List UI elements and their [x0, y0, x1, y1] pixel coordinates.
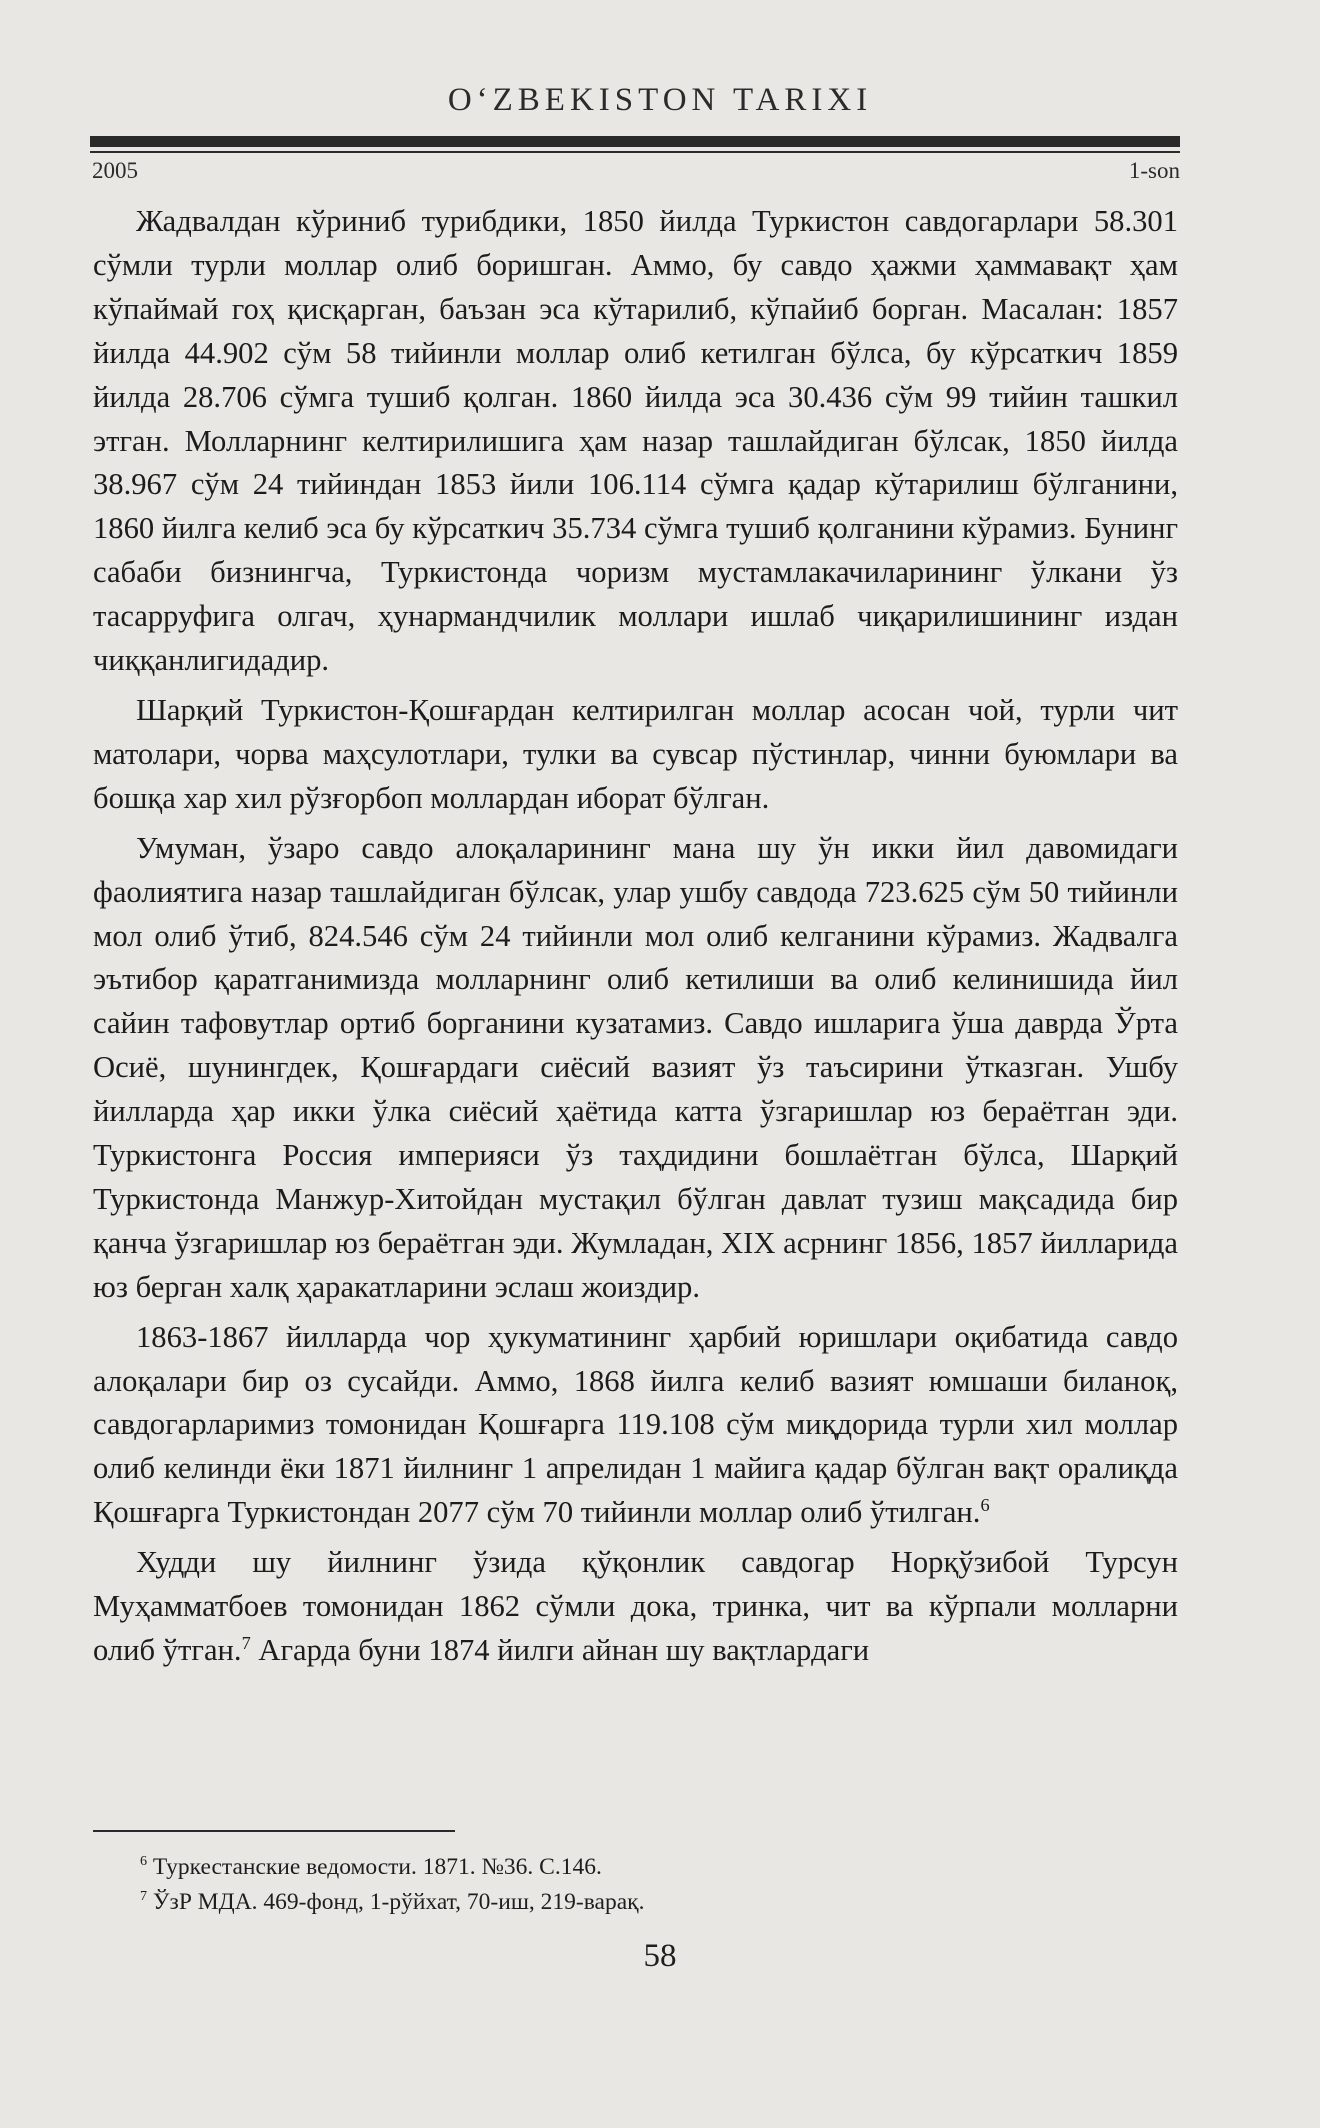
footnote-separator — [93, 1830, 455, 1832]
footnote-text: ЎзР МДА. 469-фонд, 1-рўйхат, 70-иш, 219-варақ. — [152, 1889, 645, 1915]
paragraph-5 — [93, 1541, 1178, 1673]
paragraph-1-text: Жадвалдан кўриниб турибдики, 1850 йилда Туркистон савдогарлари 58.301 сўмли турли моллар олиб боришган. Аммо, бу савдо ҳажми ҳаммавақт ҳам кўпаймай гоҳ қисқарган, баъзан эса кўтарилиб, кўпайиб борган. Масалан: 1857 йилда 44.902 сўм 58 тийинли моллар олиб кетилган бўлса, бу кўрсаткич 1859 йилда 28.706 сўмга тушиб қолган. 1860 йилда эса 30.436 сўм 99 тийин ташкил этган. Молларнинг келтирилишига ҳам назар ташлайдиган бўлсак, 1850 йилда 38.967 сўм 24 тийиндан 1853 йили 106.114 сўмга қадар кўтарилиш бўлганини, 1860 йилга келиб эса бу кўрсаткич 35.734 сўмга тушиб қолганини кўрамиз. Бунинг сабаби бизнингча, Туркистонда чоризм мустамлакачиларининг ўлкани ўз тасарруфига олгач, ҳунармандчилик моллари ишлаб чиқарилишининг издан чиққанлигидадир. — [93, 204, 1178, 678]
footnote-ref-6[interactable]: 6 — [980, 1495, 990, 1516]
paragraph-5-continuation: Агарда буни 1874 йилги айнан шу вақтлардаги — [250, 1633, 870, 1667]
header-rule-thick — [90, 136, 1180, 147]
footnote-number: 6 — [140, 1853, 148, 1870]
footnote-text: Туркестанские ведомости. 1871. №36. С.146. — [152, 1854, 602, 1880]
article-body — [93, 200, 1178, 1679]
issue-number: 1-son — [1128, 158, 1180, 183]
paragraph-4 — [93, 1316, 1178, 1536]
paragraph-2-text: Шарқий Туркистон-Қошғардан келтирилган моллар асосан чой, турли чит матолари, чорва маҳсулотлари, тулки ва сувсар пўстинлар, чинни буюмлари ва бошқа хар хил рўзғорбоп моллардан иборат бўлган. — [93, 692, 1178, 815]
paragraph-1 — [93, 200, 1178, 683]
footnote-ref-7[interactable]: 7 — [241, 1632, 251, 1653]
footnote-number: 7 — [140, 1888, 148, 1905]
issue-year: 2005 — [92, 158, 138, 183]
footnote-6 — [140, 1850, 644, 1885]
footnote-7 — [140, 1885, 644, 1920]
page-number: 58 — [643, 1938, 677, 1974]
paragraph-5-text: Худди шу йилнинг ўзида қўқонлик савдогар Норқўзибой Турсун Муҳамматбоев томонидан 1862 сўмли дока, тринка, чит ва кўрпали молларни олиб ўтган. — [93, 1545, 1178, 1667]
paragraph-4-text: 1863-1867 йилларда чор ҳукуматининг ҳарбий юришлари оқибатида савдо алоқалари бир оз сусайди. Аммо, 1868 йилга келиб вазият юмшаши биланоқ, савдогарларимиз томонидан Қошғарга 119.108 сўм миқдорида турли хил моллар олиб келинди ёки 1871 йилнинг 1 апрелидан 1 майига қадар бўлган вақт оралиқда Қошғарга Туркистондан 2077 сўм 70 тийинли моллар олиб ўтилган. — [93, 1319, 1178, 1530]
paragraph-3 — [93, 827, 1178, 1310]
footnotes — [140, 1850, 644, 1920]
journal-title: O‘ZBEKISTON TARIXI — [447, 82, 873, 118]
paragraph-3-text: Умуман, ўзаро савдо алоқаларининг мана шу ўн икки йил давомидаги фаолиятига назар ташлайдиган бўлсак, улар ушбу савдода 723.625 сўм 50 тийинли мол олиб ўтиб, 824.546 сўм 24 тийинли мол олиб келганини кўрамиз. Жадвалга эътибор қаратганимизда молларнинг олиб кетилиши ва олиб келинишида йил сайин тафовутлар ортиб борганини кузатамиз. Савдо ишларига ўша даврда Ўрта Осиё, шунингдек, Қошғардаги сиёсий вазият ўз таъсирини ўтказган. Ушбу йилларда ҳар икки ўлка сиёсий ҳаётида катта ўзгаришлар юз бераётган эди. Туркистонга Россия империяси ўз таҳдидини бошлаётган бўлса, Шарқий Туркистонда Манжур-Хитойдан мустақил бўлган давлат тузиш мақсадида бир қанча ўзгаришлар юз бераётган эди. Жумладан, XIX асрнинг 1856, 1857 йилларида юз берган халқ ҳаракатларини эслаш жоиздир. — [93, 830, 1178, 1304]
header-rule-thin — [90, 151, 1180, 153]
paragraph-2 — [93, 689, 1178, 821]
